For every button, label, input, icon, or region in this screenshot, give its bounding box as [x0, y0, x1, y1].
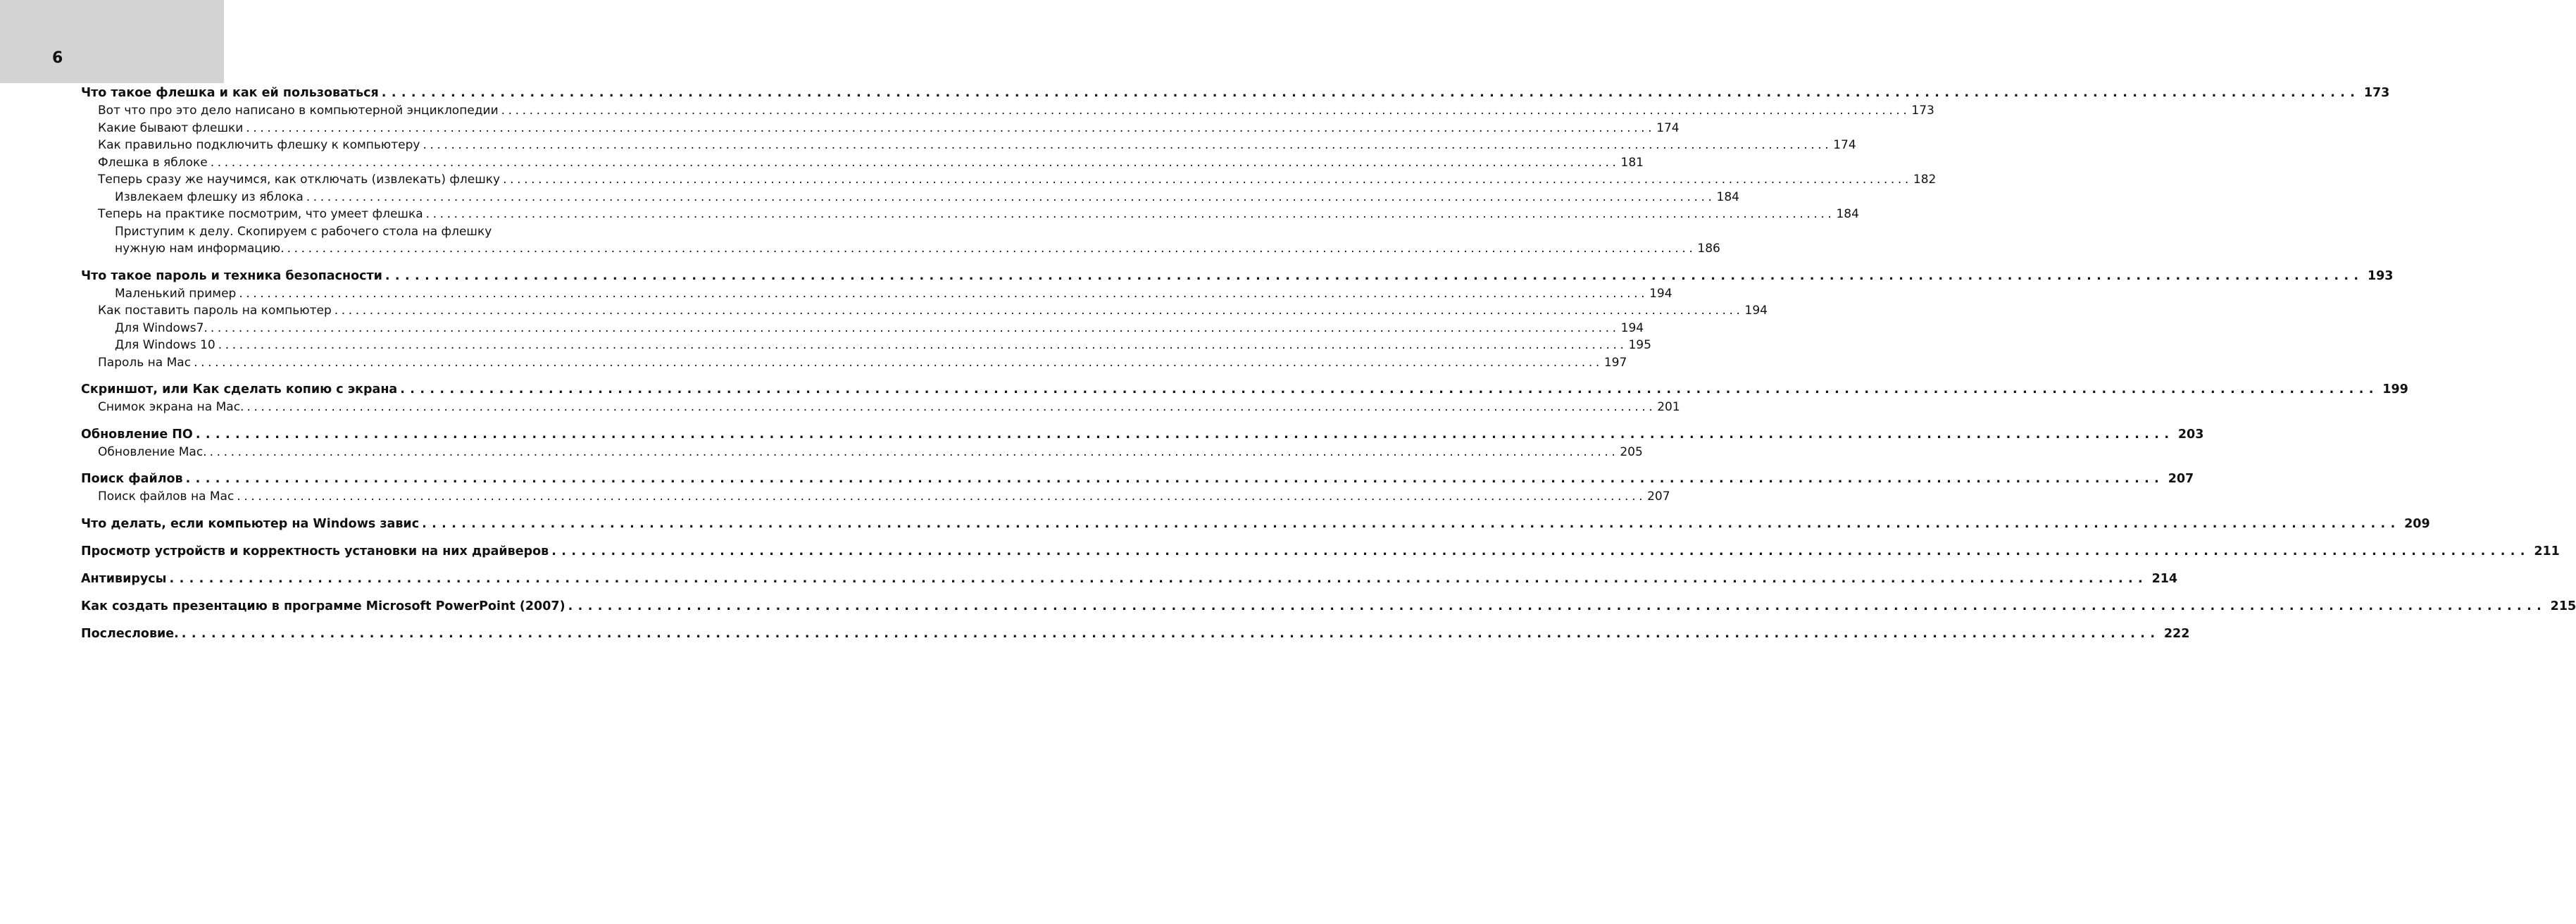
toc-dot-leader: ........................................................................................................................................................................................................	[503, 173, 1912, 187]
toc-section-entry	[81, 399, 1680, 416]
toc-section-entry	[81, 337, 1651, 354]
toc-section-entry	[81, 320, 1644, 337]
toc-dot-leader: ........................................................................................................................................................................................................	[218, 338, 1627, 352]
toc-entry-title: Поиск файлов	[81, 472, 183, 486]
toc-dot-leader: ........................................................................................................................................................................................................	[422, 516, 2401, 531]
toc-chapter-entry	[81, 515, 2430, 533]
toc-chapter-entry	[81, 570, 2178, 588]
toc-entry-page: 184	[1716, 189, 1739, 204]
toc-entry-title: Для Windows7.	[115, 320, 208, 335]
toc-dot-leader: ........................................................................................................................................................................................................	[334, 304, 1744, 318]
toc-section-entry	[81, 302, 1768, 320]
toc-dot-leader: ........................................................................................................................................................................................................	[209, 444, 1619, 459]
toc-entry-page: 184	[1836, 207, 1859, 221]
table-of-contents	[81, 84, 2576, 643]
toc-entry-title: Теперь сразу же научимся, как отключать (извлекать) флешку	[98, 173, 501, 187]
toc-dot-leader: ........................................................................................................................................................................................................	[181, 626, 2161, 641]
toc-dot-leader: ........................................................................................................................................................................................................	[287, 242, 1696, 256]
toc-entry-title: Поиск файлов на Mac	[98, 489, 235, 504]
toc-dot-leader: ........................................................................................................................................................................................................	[237, 489, 1646, 504]
toc-entry-title: нужную нам информацию.	[115, 242, 285, 256]
toc-entry-title: Что делать, если компьютер на Windows завис	[81, 516, 420, 531]
toc-chapter-entry	[81, 267, 2394, 285]
toc-entry-page: 182	[1913, 173, 1937, 187]
toc-entry-title: Как правильно подключить флешку к компьютеру	[98, 138, 420, 152]
toc-entry-page: 222	[2163, 626, 2190, 641]
toc-chapter-entry	[81, 425, 2204, 444]
toc-section-entry	[81, 488, 1670, 506]
toc-dot-leader: ........................................................................................................................................................................................................	[210, 155, 1620, 170]
toc-entry-page: 194	[1620, 320, 1644, 335]
toc-entry-page: 174	[1656, 120, 1680, 135]
toc-chapter-entry	[81, 597, 2576, 616]
toc-entry-title: Вот что про это дело написано в компьютерной энциклопедии	[98, 104, 499, 118]
toc-entry-page: 181	[1620, 155, 1644, 170]
toc-section-entry	[81, 137, 1856, 154]
toc-dot-leader: ........................................................................................................................................................................................................	[425, 207, 1835, 221]
toc-entry-title: Снимок экрана на Mac.	[98, 400, 244, 414]
toc-entry-title: Просмотр устройств и корректность установки на них драйверов	[81, 544, 549, 558]
toc-entry-title: Пароль на Mac	[98, 355, 192, 370]
toc-entry-title: Какие бывают флешки	[98, 120, 244, 135]
toc-chapter-entry	[81, 380, 2408, 399]
toc-entry-page: 209	[2404, 516, 2430, 531]
toc-entry-page: 193	[2367, 268, 2394, 283]
toc-section-entry	[81, 120, 1680, 137]
toc-section-entry	[81, 171, 1937, 189]
toc-dot-leader: ........................................................................................................................................................................................................	[169, 571, 2149, 586]
toc-entry-page: 173	[1911, 104, 1934, 118]
toc-entry-page: 214	[2151, 571, 2178, 586]
toc-entry-title: Антивирусы	[81, 571, 167, 586]
toc-entry-page: 203	[2177, 427, 2204, 442]
toc-entry-title: Как создать презентацию в программе Microsoft PowerPoint (2007)	[81, 599, 565, 613]
toc-section-entry	[81, 285, 1672, 303]
toc-section-entry	[81, 354, 1627, 372]
toc-entry-title: Обновление Mac.	[98, 444, 207, 459]
toc-entry-page: 195	[1628, 338, 1651, 352]
toc-entry-page: 207	[1647, 489, 1670, 504]
toc-chapter-entry	[81, 625, 2190, 643]
toc-entry-page: 211	[2534, 544, 2560, 558]
toc-dot-leader: ........................................................................................................................................................................................................	[501, 104, 1911, 118]
toc-dot-leader: ........................................................................................................................................................................................................	[246, 120, 1656, 135]
toc-entry-title: Для Windows 10	[115, 338, 215, 352]
toc-section-entry	[81, 206, 1859, 223]
toc-entry-title-line: Приступим к делу. Скопируем с рабочего стола на флешку	[115, 224, 492, 239]
toc-dot-leader: ........................................................................................................................................................................................................	[194, 355, 1603, 370]
toc-section-entry	[81, 240, 1720, 258]
toc-entry-title: Маленький пример	[115, 286, 237, 301]
toc-entry-page: 174	[1833, 138, 1856, 152]
toc-entry-page: 194	[1744, 304, 1768, 318]
toc-entry-page: 201	[1657, 400, 1680, 414]
toc-entry-page: 205	[1620, 444, 1643, 459]
toc-dot-leader: ........................................................................................................................................................................................................	[239, 286, 1649, 301]
toc-dot-leader: ........................................................................................................................................................................................................	[210, 320, 1620, 335]
toc-entry-title: Что такое пароль и техника безопасности	[81, 268, 382, 283]
toc-chapter-entry	[81, 470, 2194, 488]
toc-entry-title: Извлекаем флешку из яблока	[115, 189, 304, 204]
toc-entry-title: Флешка в яблоке	[98, 155, 208, 170]
toc-entry-title: Послесловие.	[81, 626, 179, 641]
toc-entry-title: Теперь на практике посмотрим, что умеет флешка	[98, 207, 423, 221]
toc-entry-page: 207	[2168, 472, 2194, 486]
toc-dot-leader: ........................................................................................................................................................................................................	[568, 599, 2547, 613]
toc-dot-leader: ........................................................................................................................................................................................................	[384, 268, 2364, 283]
toc-dot-leader: ........................................................................................................................................................................................................	[423, 138, 1832, 152]
toc-entry-page: 197	[1603, 355, 1627, 370]
toc-chapter-entry	[81, 84, 2390, 102]
toc-entry-title: Что такое флешка и как ей пользоваться	[81, 86, 379, 100]
toc-chapter-entry	[81, 542, 2560, 561]
toc-section-entry	[81, 154, 1644, 172]
page-number-tab	[0, 0, 224, 83]
page-number: 6	[52, 49, 63, 67]
toc-dot-leader: ........................................................................................................................................................................................................	[246, 400, 1656, 414]
toc-dot-leader: ........................................................................................................................................................................................................	[551, 544, 2530, 558]
toc-entry-page: 199	[2382, 382, 2408, 397]
toc-dot-leader: ........................................................................................................................................................................................................	[400, 382, 2379, 397]
toc-section-entry	[81, 189, 1739, 206]
toc-section-entry	[81, 102, 1934, 120]
toc-dot-leader: ........................................................................................................................................................................................................	[185, 472, 2165, 486]
toc-entry-page: 186	[1697, 242, 1720, 256]
toc-entry-title: Обновление ПО	[81, 427, 193, 442]
toc-entry-page: 215	[2550, 599, 2576, 613]
toc-entry-title: Как поставить пароль на компьютер	[98, 304, 332, 318]
toc-dot-leader: ........................................................................................................................................................................................................	[381, 86, 2361, 100]
toc-entry-title: Скриншот, или Как сделать копию с экрана	[81, 382, 398, 397]
toc-section-entry	[81, 444, 1643, 461]
toc-entry-page: 173	[2363, 86, 2390, 100]
toc-dot-leader: ........................................................................................................................................................................................................	[306, 189, 1715, 204]
toc-dot-leader: ........................................................................................................................................................................................................	[195, 427, 2175, 442]
toc-entry-page: 194	[1649, 286, 1672, 301]
